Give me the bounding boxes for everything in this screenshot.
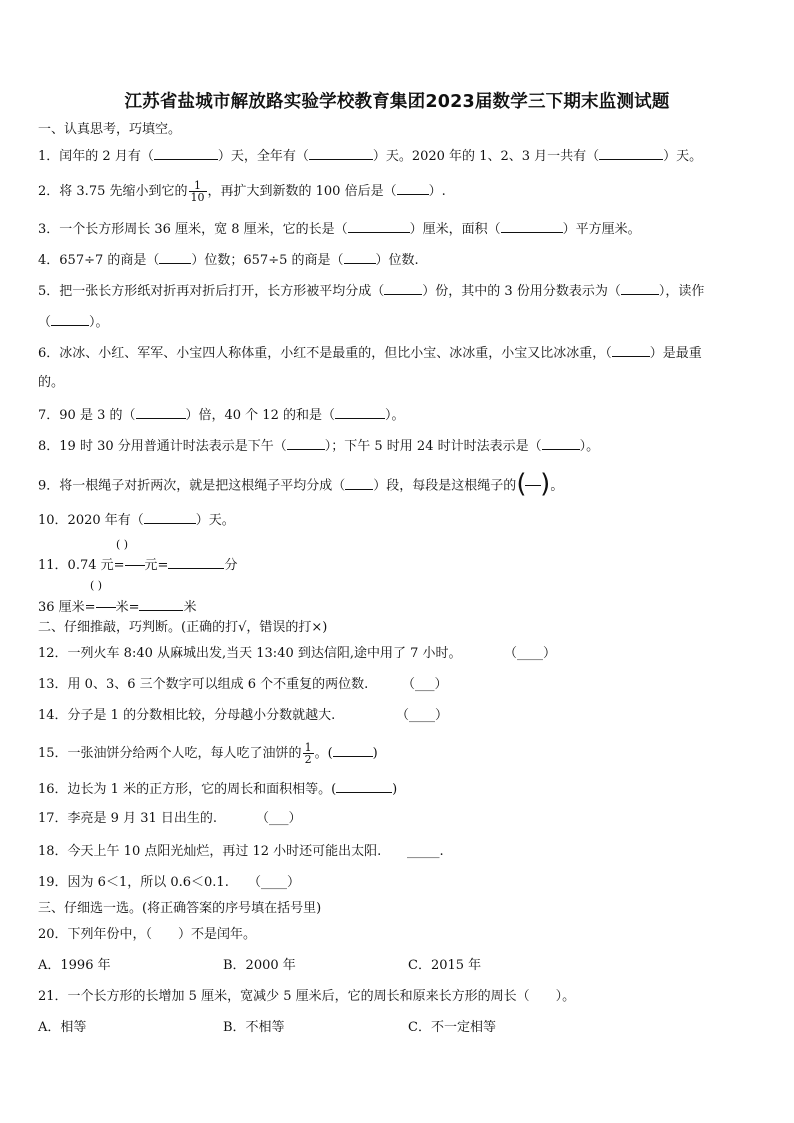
judge-answer-box[interactable]: （___） [402,677,448,692]
question-number: 12． [38,646,68,661]
judge-answer-blank[interactable] [336,779,392,793]
question-number: 2． [38,184,60,199]
question-9: 9．将一根绳子对折两次，就是把这根绳子平均分成（ ）段，每段是这根绳子的 ( ) 。 [38,469,564,499]
question-5-cont: （ ）。 [38,312,109,332]
answer-blank[interactable] [51,312,89,326]
question-number: 14． [38,708,68,723]
answer-blank[interactable] [621,281,659,295]
question-number: 9． [38,478,60,494]
question-number: 15． [38,746,68,761]
fraction-bar [125,565,145,566]
question-1: 1．闰年的 2 月有（ ）天，全年有（ ）天。2020 年的 1、2、3 月一共有（ ）天。 [38,146,702,166]
option-c[interactable]: C．2015 年 [408,958,482,973]
question-number: 4． [38,253,60,268]
answer-blank[interactable] [335,405,385,419]
question-12: 12．一列火车 8:40 从麻城出发,当天 13:40 到达信阳,途中用了 7 小时。 [38,646,462,661]
option-b[interactable]: B．不相等 [223,1020,285,1035]
question-19: 19．因为 6＜1，所以 0.6＜0.1. [38,875,229,890]
question-4: 4．657÷7 的商是（ ）位数；657÷5 的商是（ ）位数. [38,250,419,270]
fraction-bar [96,607,116,608]
section-3-heading: 三、仔细选一选。(将正确答案的序号填在括号里) [38,901,322,916]
answer-blank[interactable] [345,476,373,490]
question-number: 16． [38,782,68,797]
answer-blank[interactable] [139,597,183,611]
section-1-heading: 一、认真思考，巧填空。 [38,122,182,137]
question-6-cont: 的。 [38,375,65,390]
question-number: 11． [38,558,68,573]
answer-blank[interactable] [136,405,186,419]
question-3: 3．一个长方形周长 36 厘米，宽 8 厘米，它的长是（ ）厘米，面积（ ）平方厘米。 [38,219,641,239]
judge-answer-box[interactable]: （____） [396,708,449,723]
option-b[interactable]: B．2000 年 [223,958,296,973]
answer-blank[interactable] [612,343,650,357]
question-8: 8．19 时 30 分用普通计时法表示是下午（ ）；下午 5 时用 24 时计时法表示是（ ）。 [38,436,599,456]
judge-answer-box[interactable]: （____） [248,875,301,890]
question-5: 5．把一张长方形纸对折再对折后打开，长方形被平均分成（ ）份，其中的 3 份用分数表示为（ ），读作 [38,281,704,301]
judge-answer-box[interactable]: （____） [504,646,557,661]
question-number: 19． [38,875,68,890]
question-number: 21． [38,989,68,1004]
fraction-numerator-paren: ( ) [116,538,129,551]
answer-blank[interactable] [309,146,373,160]
question-2: 2．将 3.75 先缩小到它的 $\frac{1}{10}$ ，再扩大到新数的 100 倍后是（ ）. [38,179,446,204]
answer-blank[interactable] [501,219,563,233]
question-number: 10． [38,513,68,528]
answer-blank[interactable] [384,281,422,295]
option-c[interactable]: C．不一定相等 [408,1020,496,1035]
question-17: 17．李亮是 9 月 31 日出生的. [38,811,218,826]
question-number: 7． [38,408,60,423]
judge-answer-blank[interactable] [333,743,373,757]
question-number: 5． [38,284,60,299]
judge-answer-box[interactable]: （___） [256,811,302,826]
answer-blank[interactable] [154,146,218,160]
question-13: 13．用 0、3、6 三个数字可以组成 6 个不重复的两位数. [38,677,369,692]
answer-blank[interactable] [144,510,196,524]
question-number: 3． [38,222,60,237]
question-15: 15．一张油饼分给两个人吃，每人吃了油饼的 $\frac{1}{2}$ 。( ) [38,741,378,766]
judge-answer-blank[interactable]: _____. [407,844,444,859]
question-18: 18．今天上午 10 点阳光灿烂，再过 12 小时还可能出太阳. [38,844,382,859]
question-20: 20．下列年份中，（ ）不是闰年。 [38,927,257,942]
question-number: 20． [38,927,68,942]
question-11: 11．0.74 元= 元= 分 [38,555,237,575]
answer-blank[interactable] [159,250,191,264]
question-16: 16．边长为 1 米的正方形，它的周长和面积相等。( ) [38,779,397,799]
section-2-heading: 二、仔细推敲，巧判断。(正确的打√，错误的打×) [38,620,328,635]
question-6: 6．冰冰、小红、军军、小宝四人称体重，小红不是最重的，但比小宝、冰冰重，小宝又比冰冰重，（ ）是最重 [38,343,702,363]
answer-blank[interactable] [344,250,376,264]
fraction-answer-box[interactable]: ( ) [516,469,551,499]
question-number: 17． [38,811,68,826]
fraction: $\frac{1}{10}$ [190,179,205,204]
fraction: $\frac{1}{2}$ [304,741,312,766]
question-10: 10．2020 年有（ ）天。 [38,510,235,530]
question-11-cont: 36 厘米= 米= 米 [38,597,197,617]
question-number: 8． [38,439,60,454]
question-number: 6． [38,346,60,361]
answer-blank[interactable] [287,436,325,450]
option-a[interactable]: A．1996 年 [38,958,111,973]
question-number: 18． [38,844,68,859]
fraction-numerator-paren: ( ) [90,579,103,592]
question-21: 21．一个长方形的长增加 5 厘米，宽减少 5 厘米后，它的周长和原来长方形的周长（ ）。 [38,989,576,1004]
question-14: 14．分子是 1 的分数相比较，分母越小分数就越大. [38,708,336,723]
question-number: 13． [38,677,68,692]
page-title: 江苏省盐城市解放路实验学校教育集团2023届数学三下期末监测试题 [124,92,670,112]
answer-blank[interactable] [348,219,410,233]
question-7: 7．90 是 3 的（ ）倍，40 个 12 的和是（ ）。 [38,405,405,425]
question-number: 1． [38,149,60,164]
option-a[interactable]: A．相等 [38,1020,87,1035]
answer-blank[interactable] [542,436,580,450]
answer-blank[interactable] [397,181,429,195]
answer-blank[interactable] [599,146,663,160]
answer-blank[interactable] [168,555,224,569]
